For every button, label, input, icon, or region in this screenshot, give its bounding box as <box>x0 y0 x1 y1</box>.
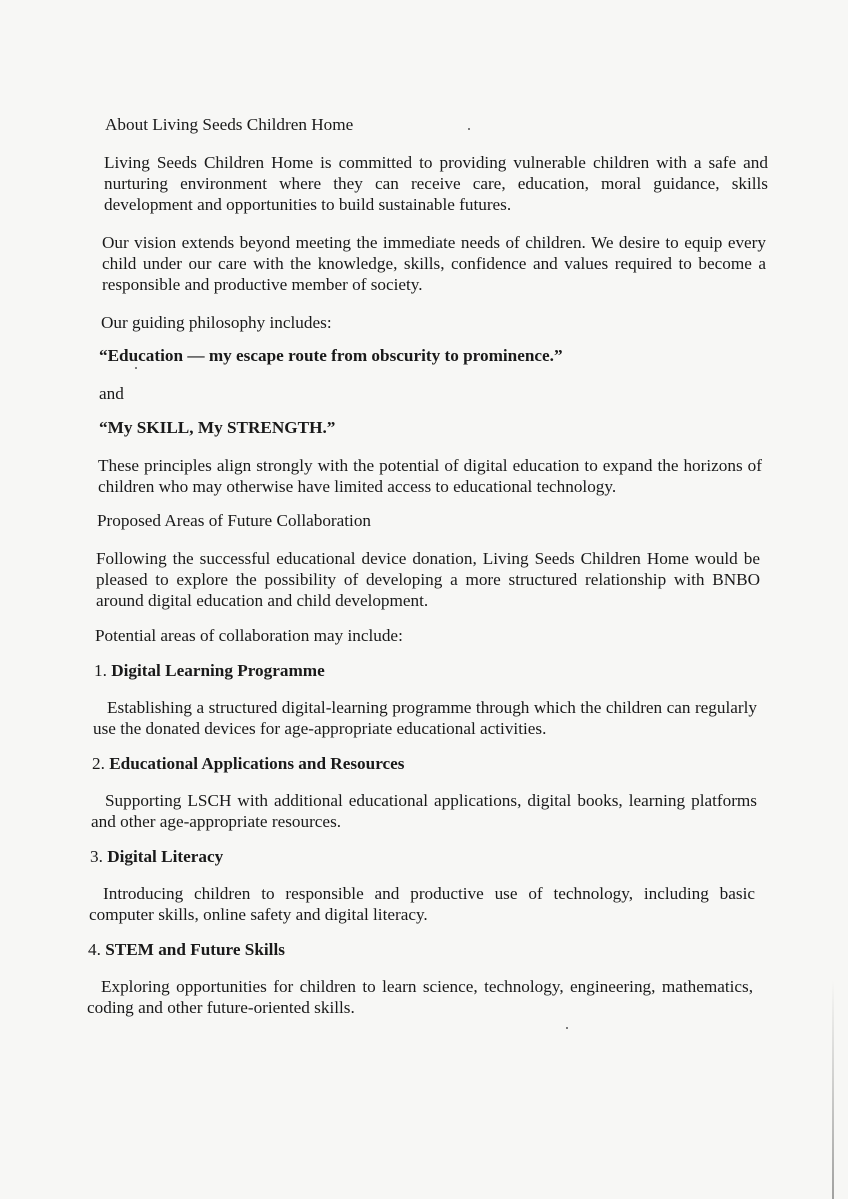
item-heading <box>94 660 754 681</box>
scan-speck <box>135 367 137 369</box>
philosophy-intro: Our guiding philosophy includes: <box>101 313 332 332</box>
scan-speck <box>566 1027 568 1029</box>
item-body: Introducing children to responsible and productive use of technology, including basic computer skills, online safety and digital literacy. <box>89 884 755 924</box>
potential-areas-intro: Potential areas of collaboration may include: <box>95 626 403 645</box>
item-heading <box>88 939 748 960</box>
motto-skill: “My SKILL, My STRENGTH.” <box>99 418 336 437</box>
item-number: 2. <box>92 754 105 773</box>
scan-speck <box>468 128 470 130</box>
scan-edge-shadow <box>832 980 834 1199</box>
connector-and: and <box>99 384 124 403</box>
item-number: 4. <box>88 940 101 959</box>
paragraph-principles: These principles align strongly with the potential of digital education to expand the horizons of children who may otherwise have limited access to educational technology. <box>98 456 762 496</box>
item-title: STEM and Future Skills <box>105 940 285 959</box>
item-title: Digital Literacy <box>107 847 224 866</box>
item-body: Exploring opportunities for children to learn science, technology, engineering, mathematics, coding and other future-oriented skills. <box>87 977 753 1017</box>
paragraph-following: Following the successful educational device donation, Living Seeds Children Home would be pleased to explore the possibility of developing a more structured relationship with BNBO around digital education and child development. <box>96 549 760 610</box>
item-body: Establishing a structured digital-learning programme through which the children can regularly use the donated devices for age-appropriate educational activities. <box>93 698 757 738</box>
item-title: Educational Applications and Resources <box>109 754 405 773</box>
section-heading-collaboration: Proposed Areas of Future Collaboration <box>97 511 372 530</box>
item-body: Supporting LSCH with additional educational applications, digital books, learning platforms and other age-appropriate resources. <box>91 791 757 831</box>
item-number: 1. <box>94 661 107 680</box>
motto-education: “Education — my escape route from obscurity to prominence.” <box>99 346 563 365</box>
item-heading <box>92 753 752 774</box>
section-heading-about: About Living Seeds Children Home <box>105 115 354 134</box>
item-heading <box>90 846 750 867</box>
paragraph-vision: Our vision extends beyond meeting the immediate needs of children. We desire to equip every child under our care with the knowledge, skills, confidence and values required to become a responsible and productive member of society. <box>102 233 766 294</box>
item-number: 3. <box>90 847 103 866</box>
item-title: Digital Learning Programme <box>111 661 325 680</box>
paragraph-commitment: Living Seeds Children Home is committed to providing vulnerable children with a safe and nurturing environment where they can receive care, education, moral guidance, skills development and opportunities to build sustainable futures. <box>104 153 768 214</box>
